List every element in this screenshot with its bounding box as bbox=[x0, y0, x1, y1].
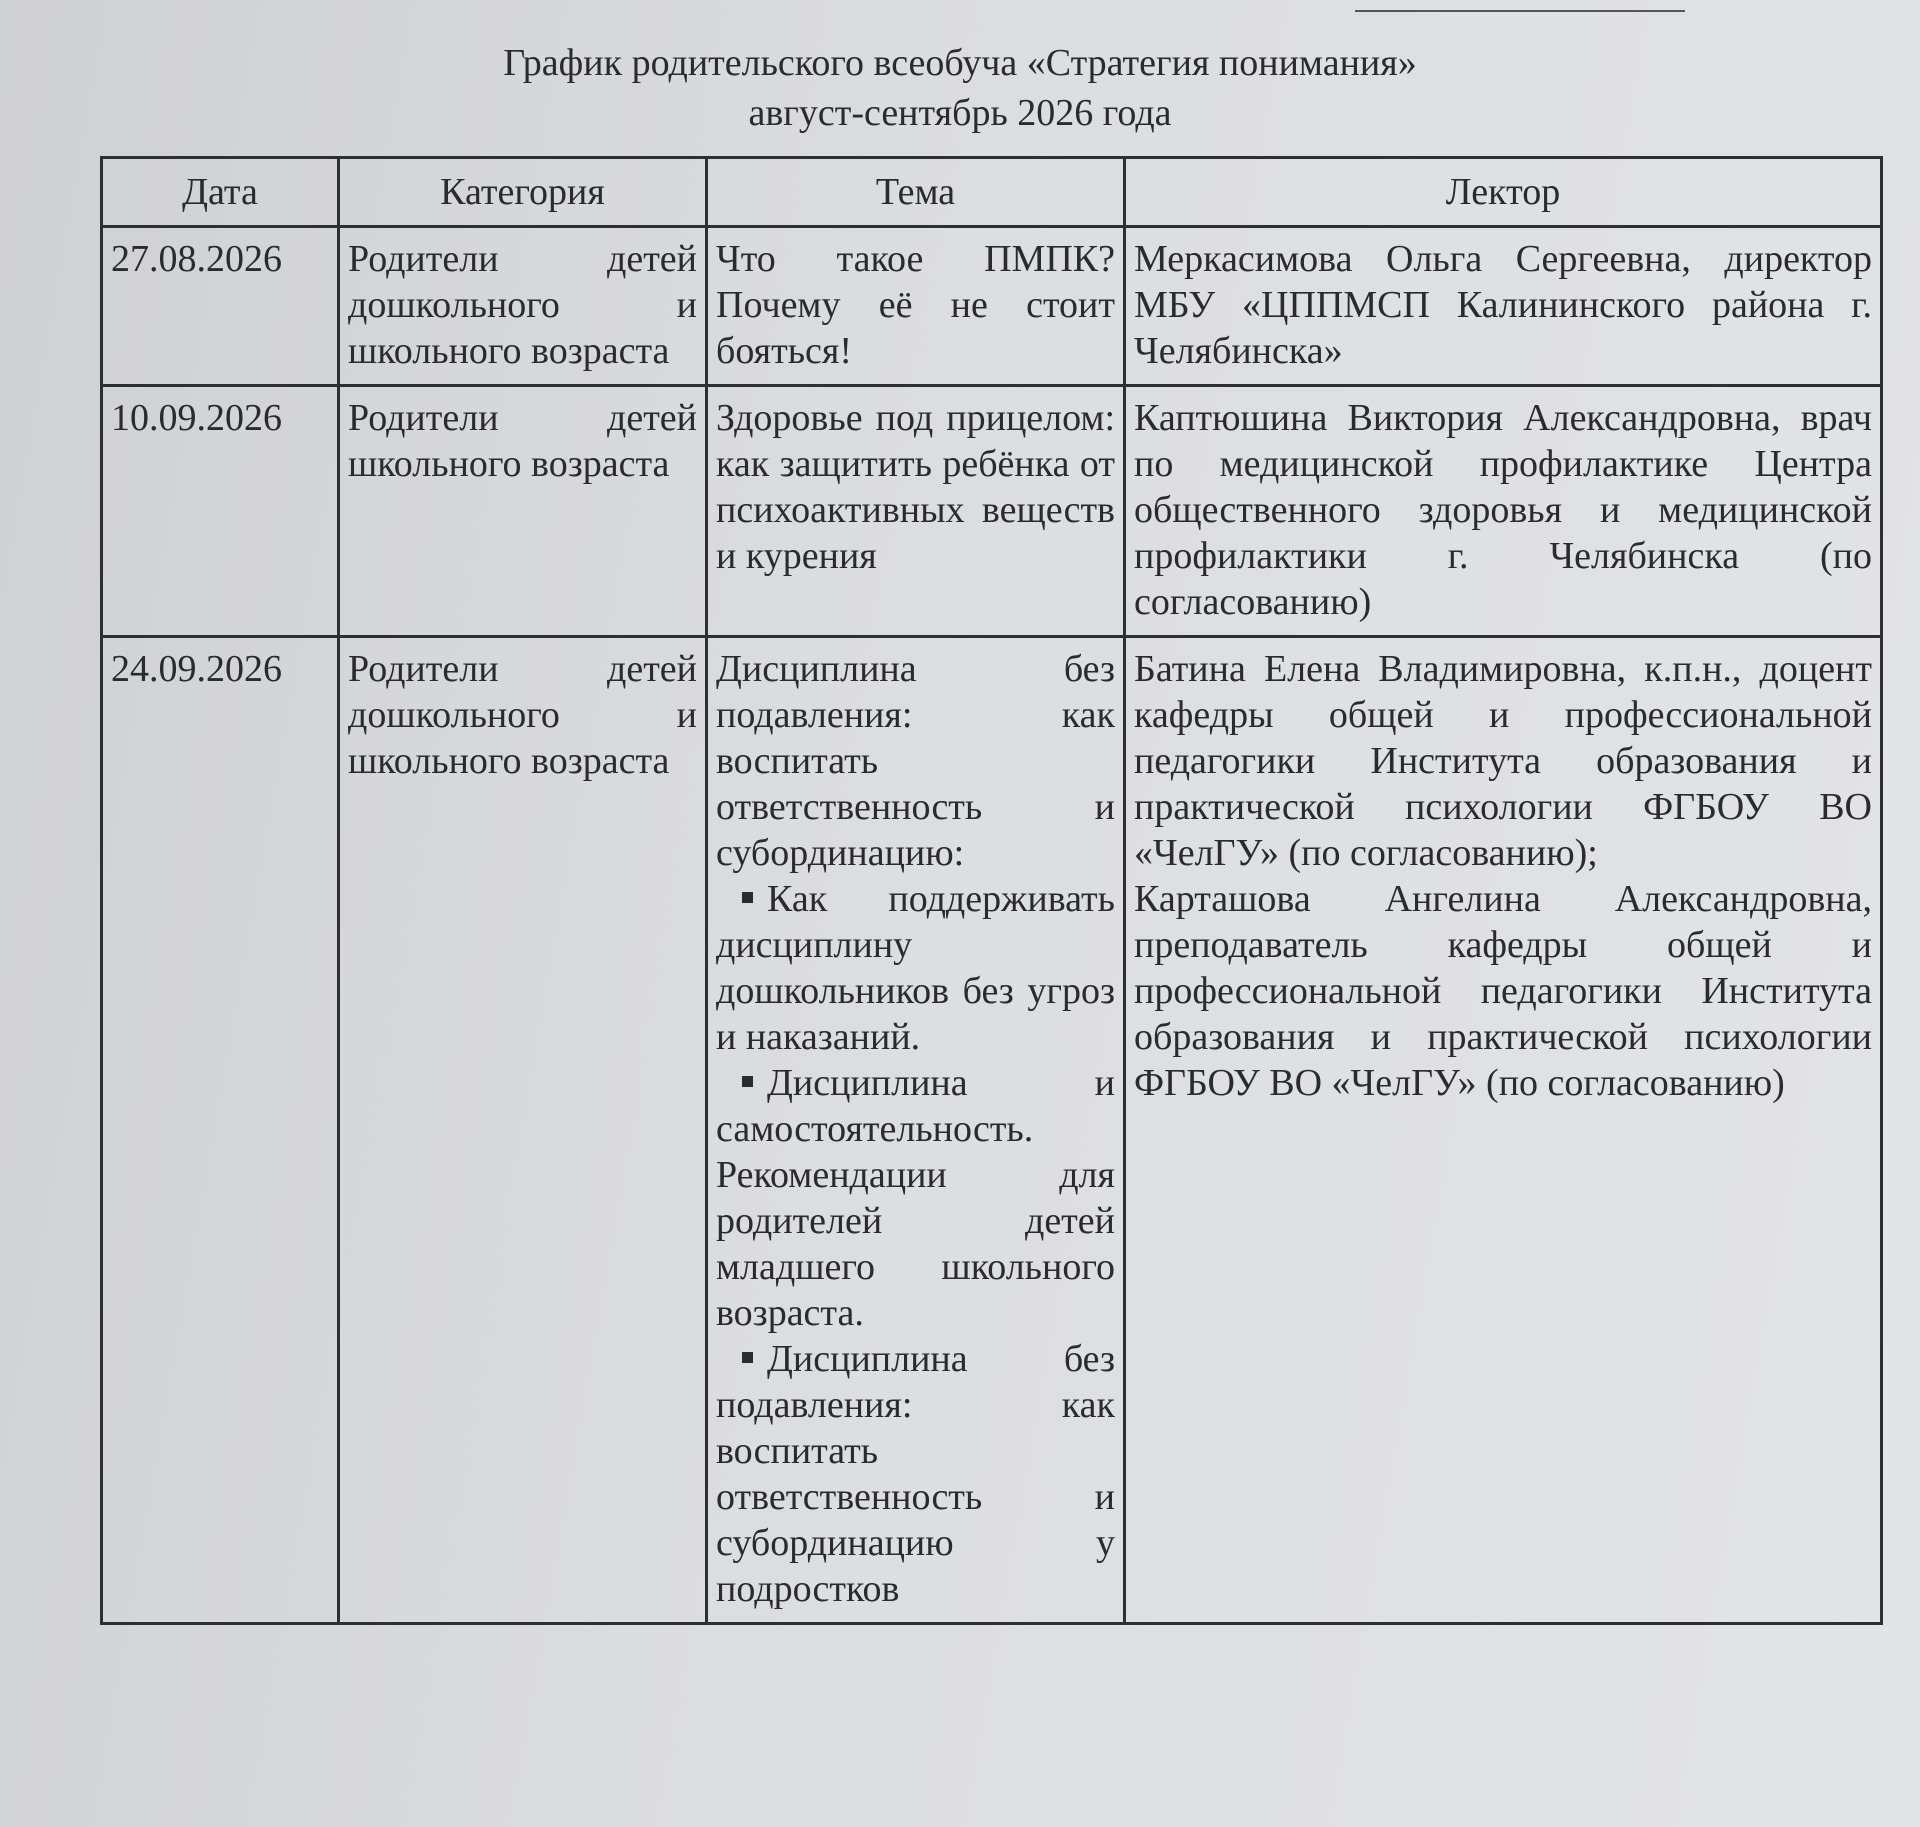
header-topic: Тема bbox=[707, 158, 1125, 227]
table-row bbox=[102, 637, 1882, 1624]
category-cell: Родители детей дошкольного и школьного возраста bbox=[339, 637, 707, 1624]
square-bullet-icon bbox=[742, 892, 753, 903]
lecturer-cell bbox=[1125, 386, 1882, 637]
lecturer-text: Батина Елена Владимировна, к.п.н., доцент кафедры общей и профессиональной педагогики Института образования и практической психологии ФГБОУ ВО «ЧелГУ» (по согласованию); bbox=[1134, 648, 1872, 874]
lecturer-cell bbox=[1125, 227, 1882, 386]
date-cell: 27.08.2026 bbox=[102, 227, 339, 386]
table-row bbox=[102, 227, 1882, 386]
header-lecturer: Лектор bbox=[1125, 158, 1882, 227]
square-bullet-icon bbox=[742, 1352, 753, 1363]
list-item-text: Дисциплина без подавления: как воспитать ответственность и субординацию у подростков bbox=[716, 1338, 1115, 1610]
lecturer-text: Меркасимова Ольга Сергеевна, директор МБУ «ЦППМСП Калининского района г. Челябинска» bbox=[1134, 238, 1872, 372]
topic-intro: Дисциплина без подавления: как воспитать ответственность и субординацию: bbox=[716, 648, 1115, 874]
lecturer-text: Карташова Ангелина Александровна, преподаватель кафедры общей и профессиональной педагогики Института образования и практической психологии ФГБОУ ВО «ЧелГУ» (по согласованию) bbox=[1134, 878, 1872, 1104]
list-item-text: Как поддерживать дисциплину дошкольников без угроз и наказаний. bbox=[716, 878, 1115, 1058]
document-title bbox=[100, 38, 1820, 138]
list-item bbox=[716, 1336, 1115, 1612]
list-item-text: Дисциплина и самостоятельность. Рекомендации для родителей детей младшего школьного возраста. bbox=[716, 1062, 1115, 1334]
header-date: Дата bbox=[102, 158, 339, 227]
list-item bbox=[716, 876, 1115, 1060]
title-line-2: август-сентябрь 2026 года bbox=[748, 92, 1172, 134]
topic-subitems bbox=[716, 876, 1115, 1612]
list-item bbox=[716, 1060, 1115, 1336]
topic-cell bbox=[707, 637, 1125, 1624]
topic-cell: Что такое ПМПК? Почему её не стоит бояться! bbox=[707, 227, 1125, 386]
lecturer-cell bbox=[1125, 637, 1882, 1624]
date-cell: 24.09.2026 bbox=[102, 637, 339, 1624]
topic-cell: Здоровье под прицелом: как защитить ребёнка от психоактивных веществ и курения bbox=[707, 386, 1125, 637]
table-row bbox=[102, 386, 1882, 637]
category-cell: Родители детей школьного возраста bbox=[339, 386, 707, 637]
date-cell: 10.09.2026 bbox=[102, 386, 339, 637]
square-bullet-icon bbox=[742, 1076, 753, 1087]
title-line-1: График родительского всеобуча «Стратегия понимания» bbox=[503, 42, 1417, 84]
signature-line bbox=[1355, 10, 1685, 12]
schedule-table bbox=[100, 156, 1883, 1625]
category-cell: Родители детей дошкольного и школьного возраста bbox=[339, 227, 707, 386]
header-category: Категория bbox=[339, 158, 707, 227]
table-header-row bbox=[102, 158, 1882, 227]
lecturer-text: Каптюшина Виктория Александровна, врач по медицинской профилактике Центра общественного здоровья и медицинской профилактики г. Челябинска (по согласованию) bbox=[1134, 397, 1872, 623]
